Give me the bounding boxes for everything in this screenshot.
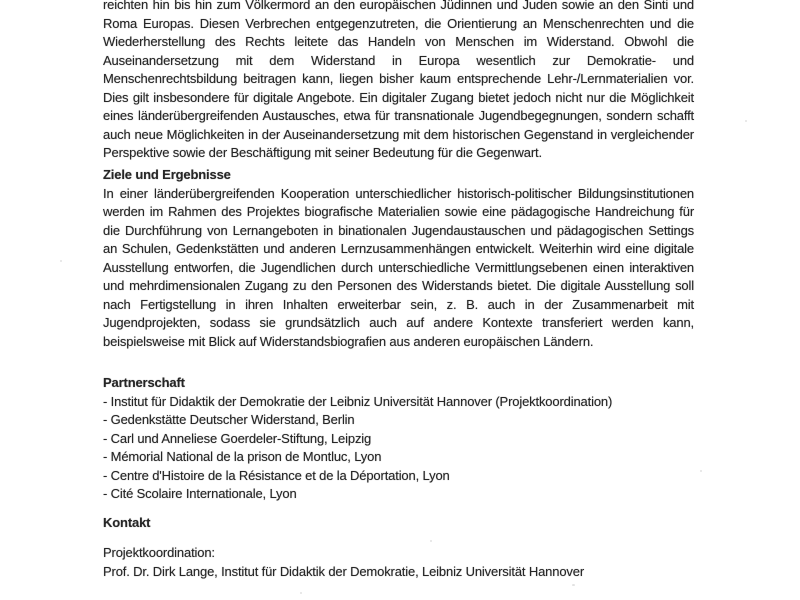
partner-item: - Gedenkstätte Deutscher Widerstand, Berlin [103, 412, 355, 427]
partnerschaft-section [103, 374, 694, 504]
partner-item: - Centre d'Histoire de la Résistance et de la Déportation, Lyon [103, 467, 450, 483]
scan-speckle [572, 584, 575, 586]
kontakt-section [103, 514, 694, 533]
coordination-label: Projektkoordination: [103, 545, 215, 560]
scan-speckle [745, 120, 747, 122]
coordination-section [103, 544, 694, 581]
ziele-section [103, 166, 694, 351]
intro-section [103, 0, 694, 163]
partner-item: - Carl und Anneliese Goerdeler-Stiftung, Leipzig [103, 430, 372, 446]
scan-speckle [60, 260, 62, 262]
scan-speckle [430, 540, 432, 542]
partner-list [103, 393, 694, 504]
partner-item: - Cité Scolaire Internationale, Lyon [103, 486, 297, 501]
partnerschaft-heading: Partnerschaft [103, 375, 185, 390]
ziele-paragraph: In einer länderübergreifenden Kooperation unterschiedlicher historisch-politischer Bildungsinstitutionen werden im Rahmen des Projektes biografische Materialien sowie eine pädagogische Handreichung für die Durchführung von Lernangeboten in binationalen Jugendaustauschen und pädagogischen Settings an Schulen, Gedenkstätten und anderen Lernzusammenhängen entwickelt. Weiterhin wird eine digitale Ausstellung entworfen, die Jugendlichen durch unterschiedliche Vermittlungsebenen einen interaktiven und mehrdimensionalen Zugang zu den Personen des Widerstands bietet. Die digitale Ausstellung soll nach Fertigstellung in ihren Inhalten erweiterbar sein, z. B. auch in der Zusammenarbeit mit Jugendprojekten, sodass sie grundsätzlich auch auf andere Kontexte transferiert werden kann, beispielsweise mit Blick auf Widerstandsbiografien aus anderen europäischen Ländern. [103, 185, 694, 349]
scan-speckle [300, 592, 302, 594]
partner-item: - Institut für Didaktik der Demokratie der Leibniz Universität Hannover (Projektkoordination) [103, 393, 613, 409]
partner-item: - Mémorial National de la prison de Montluc, Lyon [103, 449, 382, 464]
intro-paragraph: reichten hin bis hin zum Völkermord an den europäischen Jüdinnen und Juden sowie an den Sinti und Roma Europas. Diesen Verbrechen entgegenzutreten, die Orientierung an Menschenrechten und die Wiederherstellung des Rechts leitete das Handeln von Menschen im Widerstand. Obwohl die Auseinandersetzung mit dem Widerstand in Europa wesentlich zur Demokratie- und Menschenrechtsbildung beitragen kann, liegen bisher kaum entsprechende Lehr-/Lernmaterialien vor. Dies gilt insbesondere für digitale Angebote. Ein digitaler Zugang bietet jedoch nicht nur die Möglichkeit eines länderübergreifenden Austausches, etwa für transnationale Jugendbegegnungen, sondern schafft auch neue Möglichkeiten in der Auseinandersetzung mit dem historischen Gegenstand in vergleichender Perspektive sowie der Beschäftigung mit seiner Bedeutung für die Gegenwart. [103, 0, 694, 160]
coordinator-line: Prof. Dr. Dirk Lange, Institut für Didaktik der Demokratie, Leibniz Universität Hannover [103, 563, 585, 579]
scan-speckle [700, 470, 702, 472]
kontakt-heading: Kontakt [103, 515, 151, 530]
ziele-heading: Ziele und Ergebnisse [103, 167, 231, 182]
